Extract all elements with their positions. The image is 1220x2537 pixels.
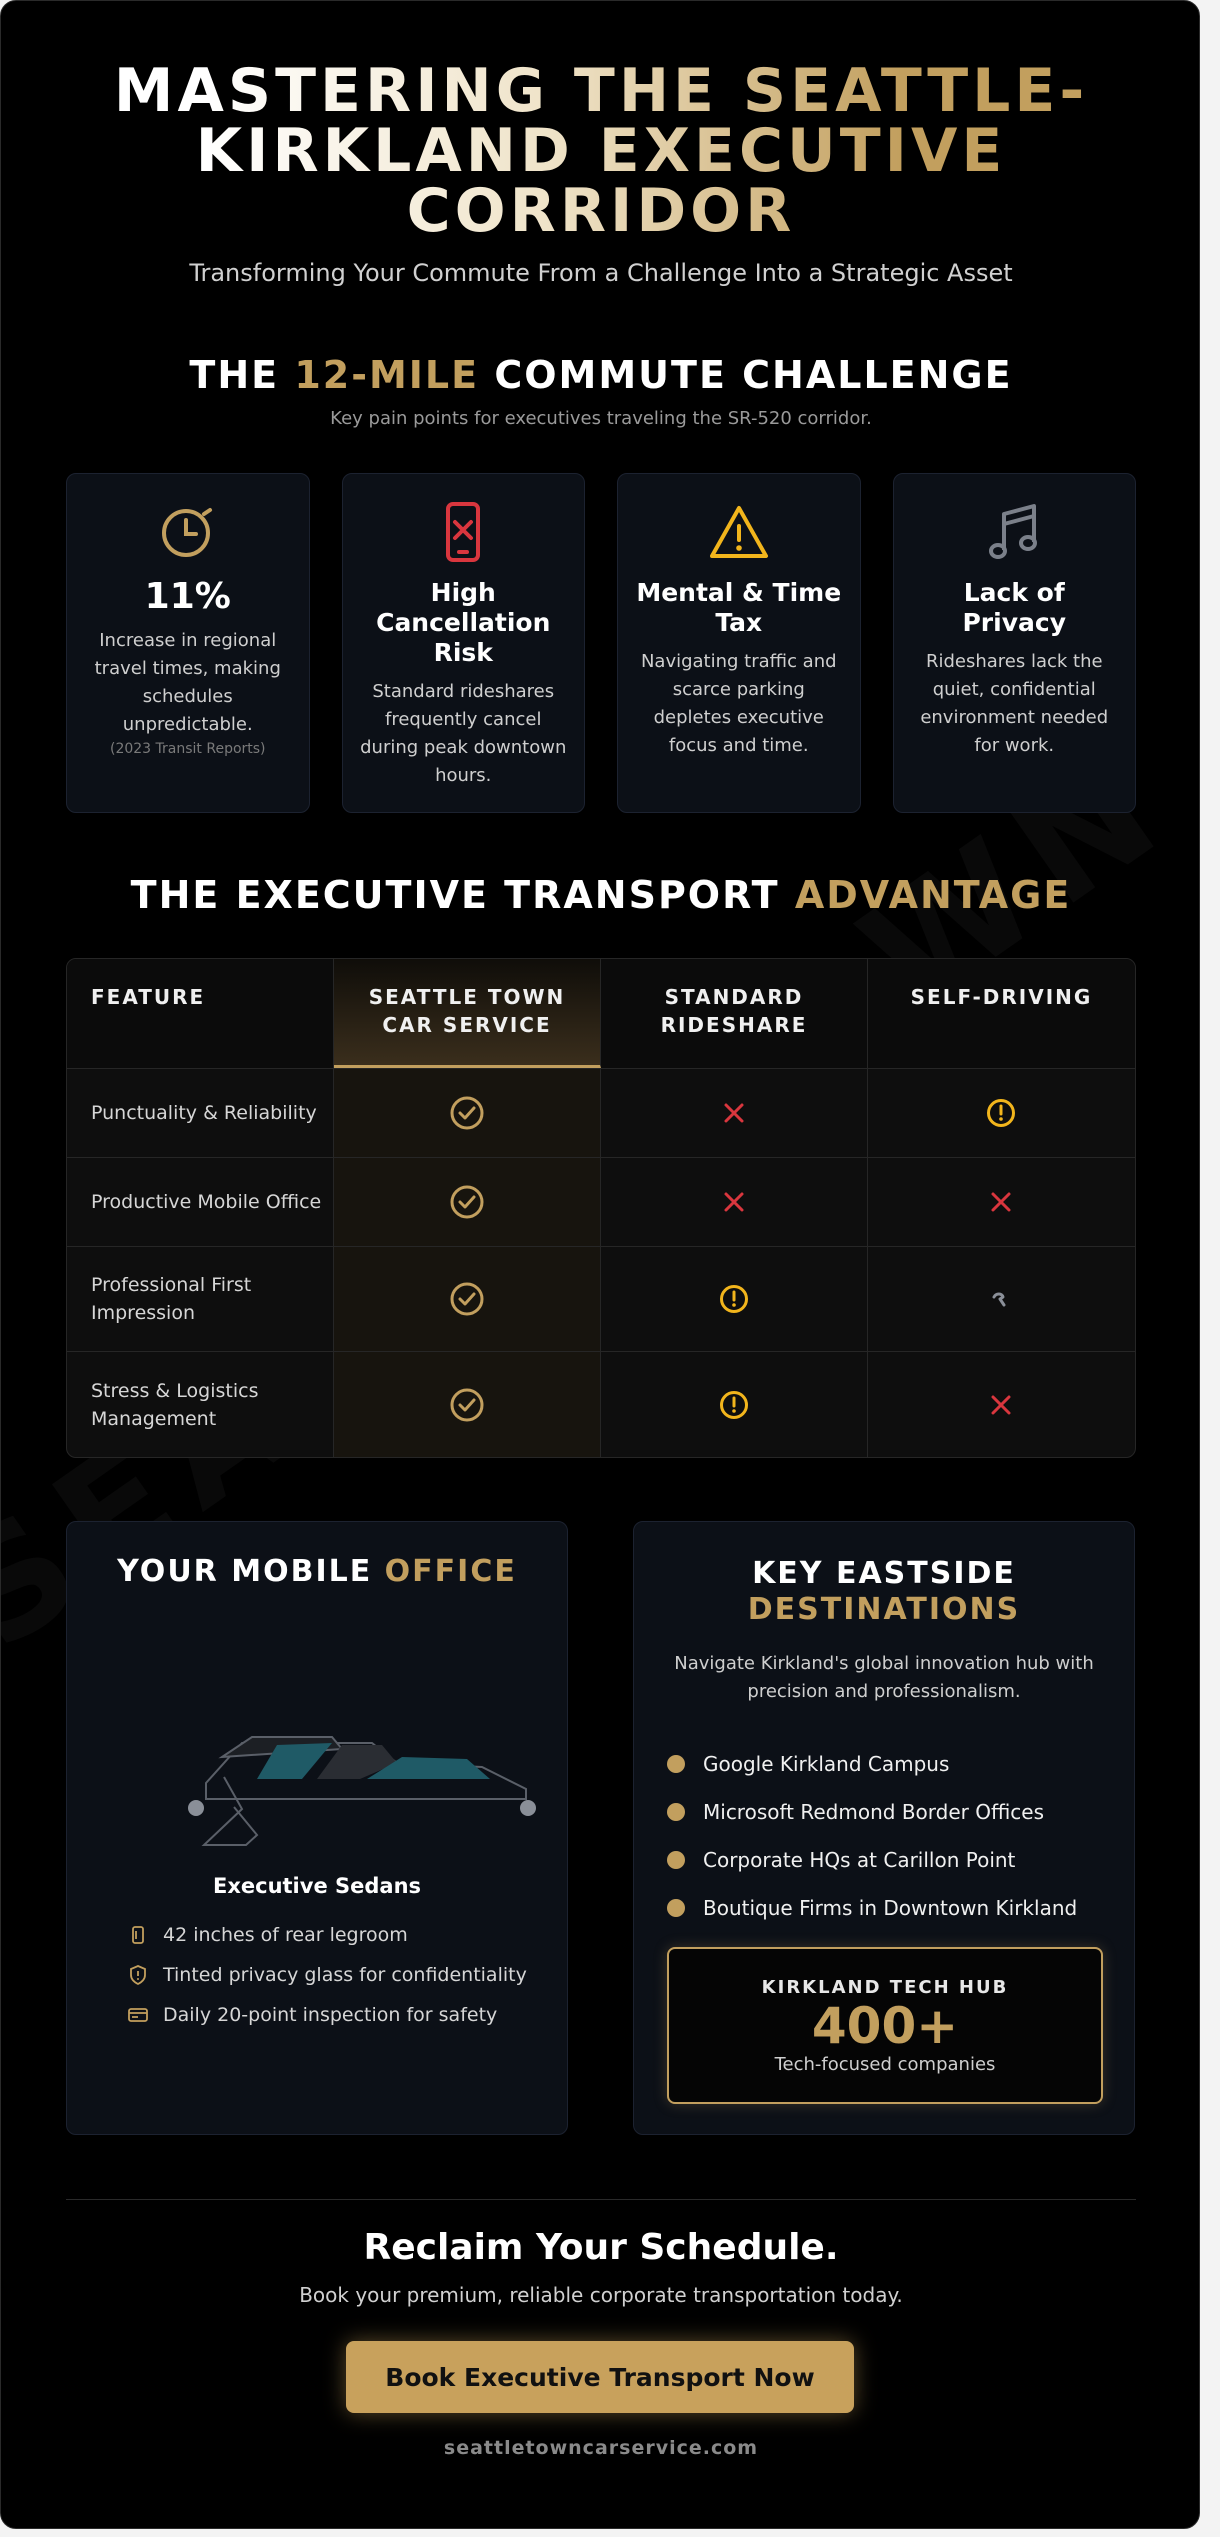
check-icon xyxy=(334,1158,601,1246)
destination-list xyxy=(667,1740,1077,1932)
bullet-dot xyxy=(667,1755,685,1773)
column-header-rideshare-label: STANDARD RIDESHARE xyxy=(660,985,808,1037)
hub-caption: Tech-focused companies xyxy=(774,2054,996,2075)
feature-label: Productive Mobile Office xyxy=(67,1158,334,1246)
pain-card-travel-time xyxy=(66,473,310,813)
check-icon xyxy=(334,1352,601,1457)
partial-icon xyxy=(868,1247,1135,1351)
table-row xyxy=(67,1069,1135,1158)
feature-label xyxy=(67,1247,334,1351)
column-header-rideshare xyxy=(601,959,868,1068)
feature-text: Tinted privacy glass for confidentiality xyxy=(163,1964,527,1986)
challenge-title-highlight: 12-MILE xyxy=(294,353,480,397)
card-title: Lack of Privacy xyxy=(962,578,1066,637)
cross-icon xyxy=(601,1158,868,1246)
sedan-illustration xyxy=(182,1727,542,1851)
hero xyxy=(1,56,1200,287)
mobile-office-title-highlight: OFFICE xyxy=(384,1554,517,1589)
advantage-title xyxy=(1,873,1200,917)
card-text: Navigating traffic and scarce parking depletes executive focus and time. xyxy=(640,651,837,756)
destinations-title-line2: DESTINATIONS xyxy=(747,1592,1021,1627)
column-header-feature: FEATURE xyxy=(67,959,334,1068)
card-source: (2023 Transit Reports) xyxy=(109,741,266,757)
card-text: Increase in regional travel times, making schedules unpredictable. xyxy=(94,630,281,735)
mobile-office-title xyxy=(67,1554,567,1590)
table-row xyxy=(67,1247,1135,1352)
column-header-town-car xyxy=(334,959,601,1068)
mobile-office-title-pre: YOUR MOBILE xyxy=(117,1554,373,1589)
column-header-town-car-label: SEATTLE TOWN CAR SERVICE xyxy=(368,985,566,1037)
feature-label: Punctuality & Reliability xyxy=(67,1069,334,1157)
car-title: Executive Sedans xyxy=(212,1874,422,1898)
feature-text: Daily 20-point inspection for safety xyxy=(163,2004,498,2026)
shield-icon xyxy=(127,1964,149,1986)
destination-name: Boutique Firms in Downtown Kirkland xyxy=(703,1896,1078,1920)
pain-card-cancellation xyxy=(342,473,586,813)
challenge-subtitle: Key pain points for executives traveling the SR-520 corridor. xyxy=(330,408,872,429)
bullet-dot xyxy=(667,1803,685,1821)
feature-label xyxy=(67,1352,334,1457)
stat-value: 11% xyxy=(144,576,231,617)
check-icon xyxy=(334,1069,601,1157)
list-item xyxy=(127,1995,527,2035)
table-row xyxy=(67,1352,1135,1457)
bullet-dot xyxy=(667,1899,685,1917)
bullet-dot xyxy=(667,1851,685,1869)
cta-subtitle: Book your premium, reliable corporate transportation today. xyxy=(299,2283,903,2307)
destination-name: Corporate HQs at Carillon Point xyxy=(703,1848,1016,1872)
car-features xyxy=(127,1915,527,2035)
advantage-title-pre: THE EXECUTIVE TRANSPORT xyxy=(130,873,780,917)
cross-icon xyxy=(868,1352,1135,1457)
card-text: Standard rideshares frequently cancel during peak downtown hours. xyxy=(360,681,567,786)
list-item xyxy=(667,1788,1077,1836)
cross-icon xyxy=(601,1069,868,1157)
phone-cancel-icon xyxy=(359,502,569,564)
pain-card-privacy xyxy=(893,473,1137,813)
list-item xyxy=(667,1740,1077,1788)
table-row xyxy=(67,1158,1135,1247)
feature-label-text: Stress & Logistics Management xyxy=(91,1379,259,1430)
list-item xyxy=(127,1955,527,1995)
feature-label-text: Professional First Impression xyxy=(91,1274,252,1324)
table-header xyxy=(67,959,1135,1069)
list-item xyxy=(667,1884,1077,1932)
website-link[interactable]: seattletowncarservice.com xyxy=(443,2437,759,2459)
hub-value: 400+ xyxy=(811,1997,959,2055)
list-item xyxy=(127,1915,527,1955)
card-icon xyxy=(127,2004,149,2026)
card-title: Mental & Time Tax xyxy=(636,578,842,637)
seat-icon xyxy=(127,1924,149,1946)
check-icon xyxy=(334,1247,601,1351)
destinations-intro: Navigate Kirkland's global innovation hub with precision and professionalism. xyxy=(674,1653,1094,1702)
advantage-title-highlight: ADVANTAGE xyxy=(794,873,1072,917)
feature-text: 42 inches of rear legroom xyxy=(163,1924,408,1946)
divider xyxy=(66,2199,1136,2200)
destination-name: Google Kirkland Campus xyxy=(703,1752,950,1776)
card-title: High Cancellation Risk xyxy=(376,578,551,667)
challenge-title xyxy=(1,353,1200,397)
music-note-icon xyxy=(910,502,1120,564)
page-title: MASTERING THE SEATTLE-KIRKLAND EXECUTIVE CORRIDOR xyxy=(101,61,1101,241)
pain-point-cards xyxy=(66,473,1136,813)
destinations-panel xyxy=(633,1521,1135,2135)
warning-icon xyxy=(634,502,844,564)
challenge-title-post: COMMUTE CHALLENGE xyxy=(494,353,1013,397)
page-subtitle: Transforming Your Commute From a Challenge Into a Strategic Asset xyxy=(189,259,1013,287)
warning-circle-icon xyxy=(601,1247,868,1351)
destinations-title-line1: KEY EASTSIDE xyxy=(752,1556,1016,1591)
book-transport-button[interactable]: Book Executive Transport Now xyxy=(346,2341,854,2413)
destination-name: Microsoft Redmond Border Offices xyxy=(703,1800,1045,1824)
clock-icon xyxy=(83,502,293,564)
list-item xyxy=(667,1836,1077,1884)
cross-icon xyxy=(868,1158,1135,1246)
column-header-self-driving: SELF-DRIVING xyxy=(910,985,1093,1009)
destinations-title xyxy=(634,1556,1134,1628)
card-text: Rideshares lack the quiet, confidential environment needed for work. xyxy=(920,651,1109,756)
comparison-table xyxy=(66,958,1136,1458)
pain-card-mental-tax xyxy=(617,473,861,813)
cta-title: Reclaim Your Schedule. xyxy=(363,2227,839,2268)
mobile-office-panel xyxy=(66,1521,568,2135)
hub-label: KIRKLAND TECH HUB xyxy=(761,1977,1009,1998)
tech-hub-stat-box xyxy=(667,1947,1103,2104)
warning-circle-icon xyxy=(601,1352,868,1457)
challenge-title-pre: THE xyxy=(189,353,280,397)
warning-circle-icon xyxy=(868,1069,1135,1157)
